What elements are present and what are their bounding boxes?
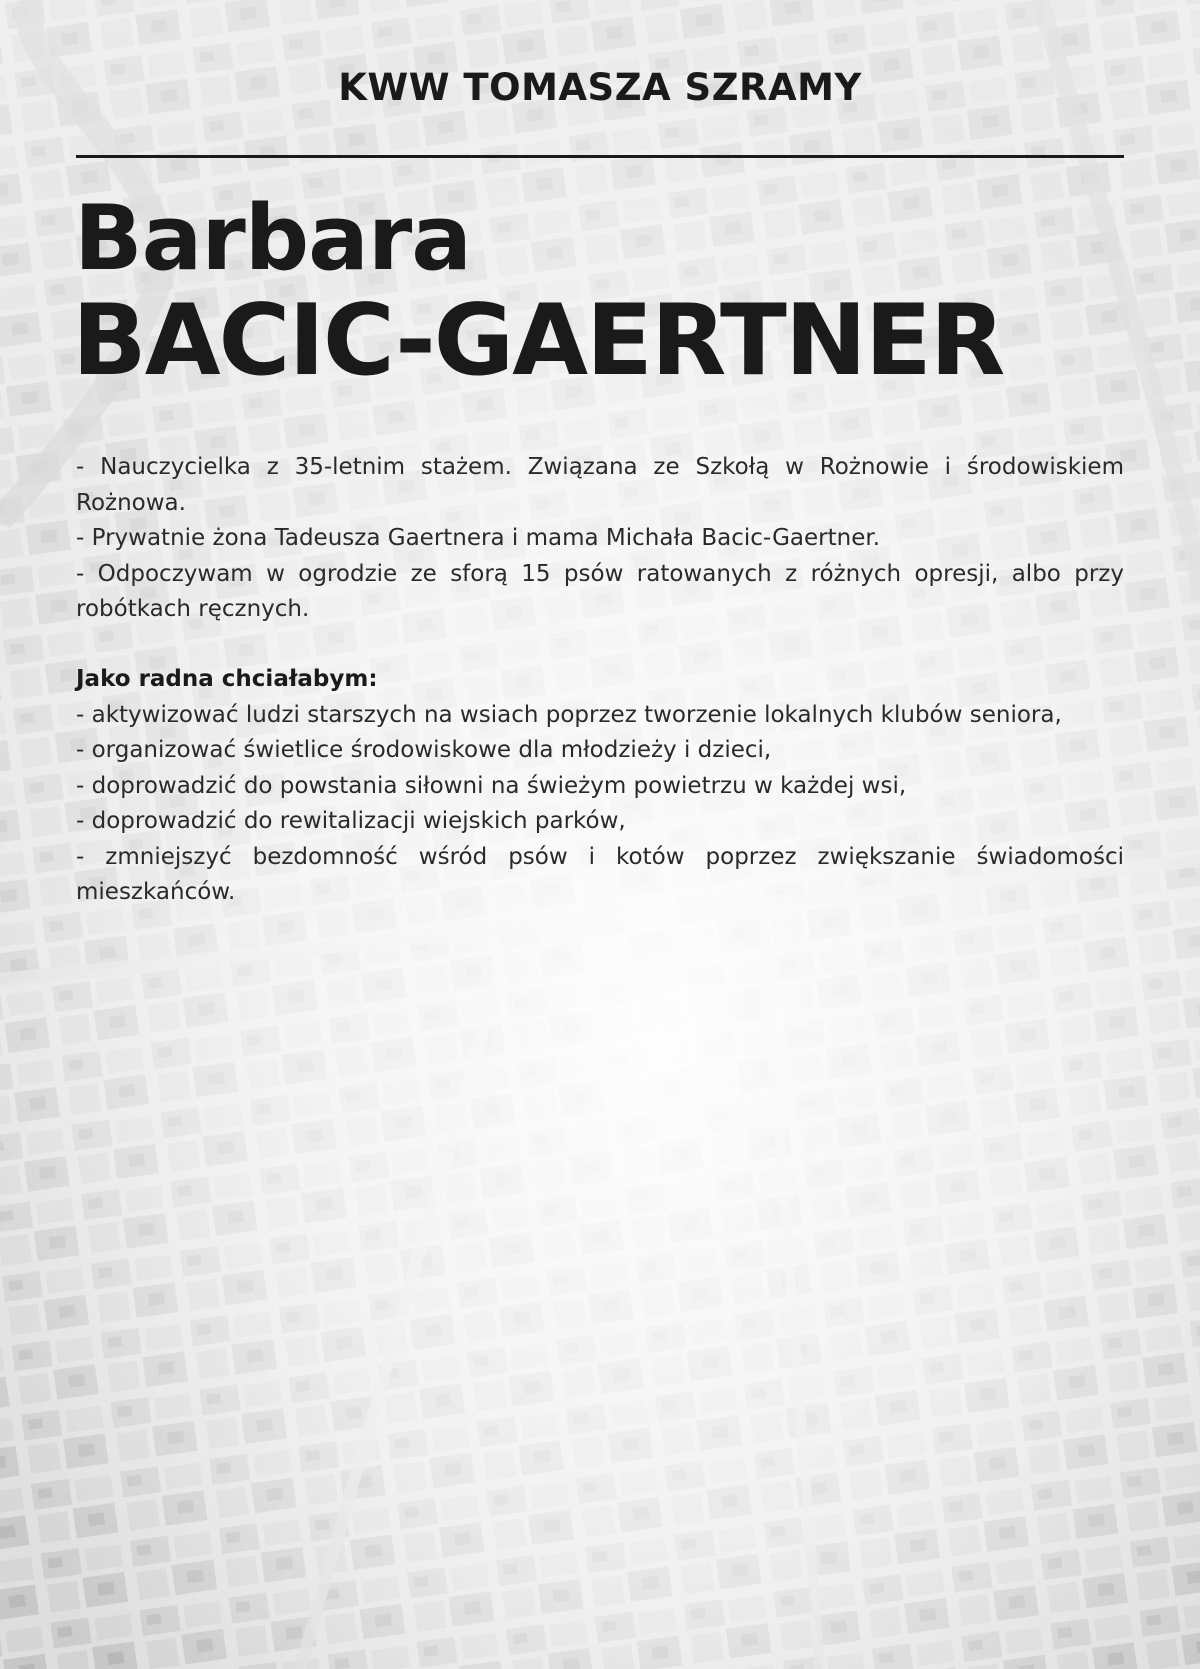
goal-item: - organizować świetlice środowiskowe dla młodzieży i dzieci, (76, 737, 772, 763)
bio-line: - Prywatnie żona Tadeusza Gaertnera i mama Michała Bacic-Gaertner. (76, 525, 881, 551)
candidate-goals (76, 662, 1124, 911)
goal-item: - doprowadzić do powstania siłowni na świeżym powietrzu w każdej wsi, (76, 772, 907, 799)
goals-heading: Jako radna chciałabym: (76, 666, 378, 692)
bio-line: - Odpoczywam w ogrodzie ze sforą 15 psów ratowanych z różnych opresji, albo przy robótkach ręcznych. (76, 560, 1124, 622)
header-divider (76, 155, 1124, 158)
goal-item: - aktywizować ludzi starszych na wsiach poprzez tworzenie lokalnych klubów seniora, (76, 701, 1062, 728)
candidate-bio (76, 450, 1124, 628)
organization-title: KWW TOMASZA SZRAMY (338, 66, 862, 109)
goal-item: - zmniejszyć bezdomność wśród psów i kotów poprzez zwiększanie świadomości mieszkańców. (76, 843, 1124, 905)
bio-line: - Nauczycielka z 35-letnim stażem. Związana ze Szkołą w Rożnowie i środowiskiem Rożnowa. (76, 454, 1124, 516)
candidate-first-name: Barbara (74, 186, 471, 291)
goal-item: - doprowadzić do rewitalizacji wiejskich parków, (76, 808, 626, 834)
candidate-last-name: BACIC-GAERTNER (72, 284, 1004, 398)
